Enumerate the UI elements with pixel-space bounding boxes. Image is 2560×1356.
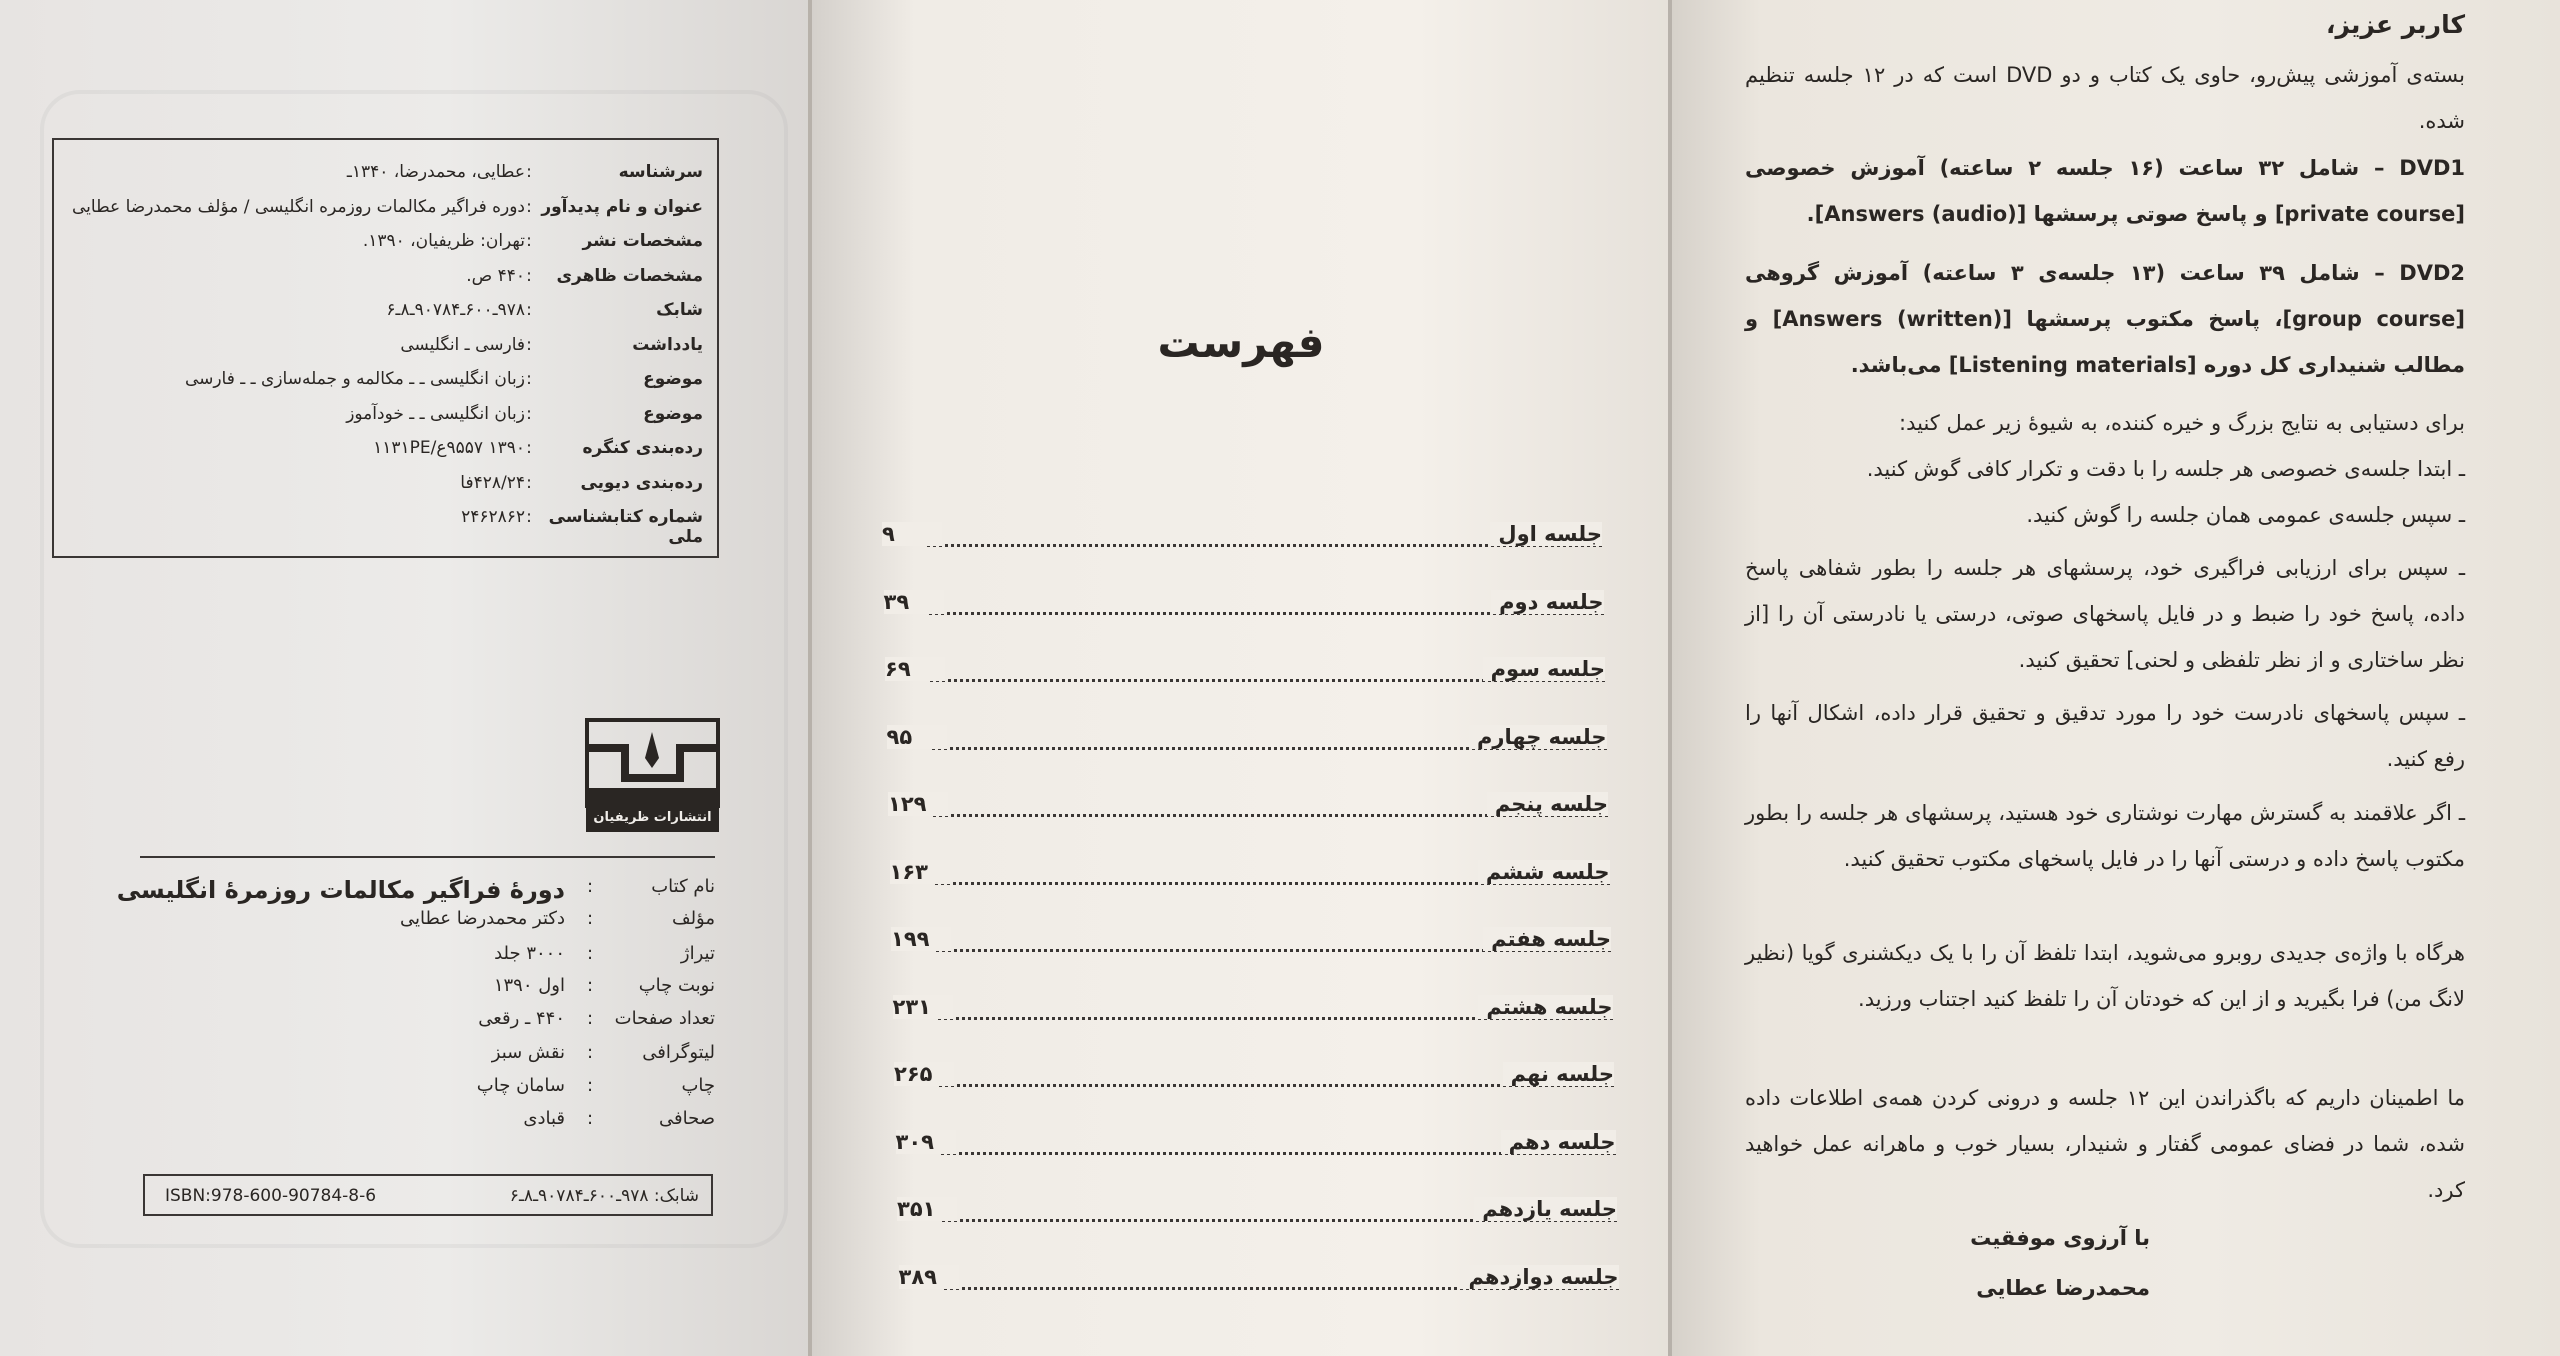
- step-3: ـ سپس برای ارزیابی فراگیری خود، پرسشهای هر جلسه را بطور شفاهی پاسخ داده، پاسخ خود را ضبط و در فایل پاسخهای صوتی، درستی یا نادرستی آن را [از نظر ساختاری و از نظر تلفظی و لحنی] تحقیق کنید.: [1745, 556, 2465, 672]
- toc-entry-label: جلسه نهم: [1503, 1062, 1614, 1086]
- book-info-value: ۳۰۰۰ جلد: [494, 943, 565, 964]
- toc-entry-page: ۹: [882, 522, 942, 546]
- book-info-key: تعداد صفحات: [614, 1008, 715, 1029]
- greeting: کاربر عزیز،: [2325, 10, 2465, 39]
- toc-entry: [894, 1062, 1614, 1102]
- isbn-latin: ISBN:978-600-90784-8-6: [165, 1186, 377, 1206]
- toc-entry-label: جلسه دوم: [1491, 590, 1603, 614]
- catalog-colon: :: [526, 403, 532, 424]
- catalog-row: [68, 369, 703, 401]
- toc-entry: [884, 590, 1604, 630]
- toc-entry-label: جلسه هشتم: [1478, 995, 1612, 1019]
- catalog-colon: :: [526, 162, 532, 182]
- catalog-row: [68, 438, 703, 470]
- book-info-key: نوبت چاپ: [638, 975, 715, 996]
- catalog-key: مشخصات نشر: [582, 231, 703, 251]
- catalog-row: [68, 335, 703, 367]
- toc-entry-label: جلسه دهم: [1501, 1130, 1616, 1154]
- book-info-key: مؤلف: [671, 908, 715, 929]
- catalog-key: موضوع: [643, 369, 703, 389]
- catalog-colon: :: [526, 334, 532, 355]
- book-info-value: دکتر محمدرضا عطایی: [400, 908, 565, 929]
- catalog-row: [68, 404, 703, 436]
- book-info-row: [120, 975, 715, 1009]
- book-info-value: ۴۴۰ ـ رقعی: [478, 1008, 565, 1029]
- catalog-value: فارسی ـ انگلیسی: [400, 334, 525, 355]
- toc-entry-page: ۲۶۵: [894, 1062, 954, 1086]
- catalog-key: یادداشت: [632, 334, 703, 355]
- book-info-colon: :: [587, 1008, 594, 1029]
- catalog-key: مشخصات ظاهری: [556, 265, 703, 286]
- isbn-persian: شابک: ۹۷۸ـ۶۰۰ـ۹۰۷۸۴ـ۸ـ۶: [509, 1186, 699, 1206]
- catalog-value: دوره فراگیر مکالمات روزمره انگلیسی / مؤلف محمدرضا عطایی: [72, 196, 525, 217]
- contents-page: [812, 0, 1670, 1356]
- catalog-value: زبان انگلیسی ـ ـ خودآموز: [346, 403, 525, 424]
- toc-entry-label: جلسه یازدهم: [1474, 1197, 1617, 1221]
- step-4: ـ سپس پاسخهای نادرست خود را مورد تدقیق و تحقیق قرار داده، اشکال آنها را رفع کنید.: [1745, 701, 2465, 771]
- step-5: ـ اگر علاقمند به گسترش مهارت نوشتاری خود هستید، پرسشهای هر جلسه را بطور مکتوب پاسخ داده و درستی آنها را در فایل پاسخهای مکتوب تحقیق کنید.: [1745, 801, 2465, 871]
- toc-entry: [896, 1130, 1616, 1170]
- book-info-row: [120, 1008, 715, 1042]
- pronunciation-note: هرگاه با واژه‌ی جدیدی روبرو می‌شوید، ابتدا تلفظ آن را با یک دیکشنری گویا (نظیر لانگ من) فرا بگیرید و از این که خودتان آن را تلفظ کنید اجتناب ورزید.: [1745, 941, 2465, 1011]
- toc-entry-page: ۳۹: [884, 590, 944, 614]
- book-info-value: اول ۱۳۹۰: [493, 975, 565, 996]
- toc-entry-label: جلسه دوازدهم: [1460, 1265, 1618, 1289]
- catalog-value: عطایی، محمدرضا، ۱۳۴۰ـ: [346, 162, 525, 182]
- dvd1-description: DVD1 – شامل ۳۲ ساعت (۱۶ جلسه ۲ ساعته) آموزش خصوصی [private course] و پاسخ صوتی پرسشها [Answers (audio)].: [1745, 156, 2466, 226]
- toc-entry-page: ۱۹۹: [891, 927, 951, 951]
- catalog-value: ۹۷۸ـ۶۰۰ـ۹۰۷۸۴ـ۸ـ۶: [386, 300, 525, 320]
- book-info-value: دورهٔ فراگیر مکالمات روزمرهٔ انگلیسی: [116, 876, 565, 904]
- toc-entry: [890, 860, 1610, 900]
- catalog-colon: :: [526, 196, 532, 217]
- toc-entry-page: ۳۸۹: [899, 1265, 959, 1289]
- book-info-value: نقش سبز: [491, 1042, 565, 1063]
- book-info-key: تیراژ: [680, 943, 715, 964]
- catalog-key: موضوع: [643, 403, 703, 424]
- toc-entry: [893, 995, 1613, 1035]
- catalog-key: شماره کتابشناسی ملی: [548, 507, 703, 547]
- catalog-colon: :: [526, 438, 532, 458]
- closing-wish: با آرزوی موفقیت: [1970, 1226, 2150, 1250]
- catalog-row: [68, 473, 703, 505]
- catalog-value: تهران: ظریفیان، ۱۳۹۰.: [362, 231, 525, 251]
- book-info-key: چاپ: [681, 1075, 715, 1096]
- intro-paragraph: بسته‌ی آموزشی پیش‌رو، حاوی یک کتاب و دو DVD است که در ۱۲ جلسه تنظیم شده.: [1745, 63, 2465, 133]
- toc-entry-label: جلسه پنجم: [1487, 792, 1608, 816]
- isbn-box: [143, 1174, 713, 1216]
- book-info-row: [120, 1042, 715, 1076]
- toc-entry-page: ۳۰۹: [896, 1130, 956, 1154]
- toc-entry-page: ۹۵: [887, 725, 947, 749]
- step-2: ـ سپس جلسه‌ی عمومی همان جلسه را گوش کنید.: [2026, 503, 2465, 527]
- method-intro: برای دستیابی به نتایج بزرگ و خیره کننده، به شیوهٔ زیر عمل کنید:: [1899, 411, 2465, 435]
- catalog-key: شابک: [656, 300, 703, 320]
- divider: [140, 856, 715, 858]
- catalog-key: رده‌بندی دیویی: [580, 472, 703, 493]
- toc-entry: [897, 1197, 1617, 1237]
- book-info-row: [120, 1075, 715, 1109]
- toc-entry-page: ۶۹: [885, 657, 945, 681]
- toc-entry: [885, 657, 1605, 697]
- catalog-colon: :: [526, 472, 532, 493]
- catalog-colon: :: [526, 231, 532, 251]
- book-info-key: لیتوگرافی: [642, 1042, 715, 1063]
- toc-entry-label: جلسه سوم: [1483, 657, 1605, 681]
- book-info-colon: :: [587, 908, 594, 929]
- toc-entry: [882, 522, 1602, 562]
- catalog-colon: :: [526, 507, 532, 527]
- book-info-colon: :: [587, 1108, 594, 1129]
- catalog-row: [68, 197, 703, 229]
- toc-entry-page: ۳۵۱: [897, 1197, 957, 1221]
- catalog-value: ۴۲۸/۲۴فا: [460, 472, 525, 493]
- toc-entry-page: ۲۳۱: [893, 995, 953, 1019]
- cataloging-box: [52, 138, 719, 558]
- catalog-row: [68, 162, 703, 194]
- book-info-colon: :: [587, 975, 594, 996]
- catalog-colon: :: [526, 300, 532, 320]
- book-info-colon: :: [587, 1042, 594, 1063]
- catalog-row: [68, 300, 703, 332]
- author-signature: محمدرضا عطایی: [1976, 1276, 2150, 1300]
- toc-entry: [887, 725, 1607, 765]
- book-info-colon: :: [587, 876, 594, 897]
- catalog-row: [68, 231, 703, 263]
- step-1: ـ ابتدا جلسه‌ی خصوصی هر جلسه را با دقت و تکرار کافی گوش کنید.: [1866, 457, 2465, 481]
- book-info-row: [120, 943, 715, 977]
- catalog-key: رده‌بندی کنگره: [582, 438, 703, 458]
- toc-entry-label: جلسه اول: [1490, 522, 1602, 546]
- copyright-page: [0, 0, 810, 1356]
- book-info-row: [116, 876, 715, 910]
- book-info-colon: :: [587, 1075, 594, 1096]
- book-info-colon: :: [587, 943, 594, 964]
- book-info-row: [120, 1108, 715, 1142]
- book-info-value: سامان چاپ: [476, 1075, 565, 1096]
- toc-entry-page: ۱۲۹: [888, 792, 948, 816]
- book-info-key: صحافی: [659, 1108, 715, 1129]
- publisher-logo-label: انتشارات ظریفیان: [586, 804, 719, 832]
- intro-page: [1672, 0, 2560, 1356]
- toc-title: فهرست: [1157, 318, 1325, 367]
- toc-entry-label: جلسه چهارم: [1469, 725, 1607, 749]
- closing-paragraph: ما اطمینان داریم که باگذراندن این ۱۲ جلسه و درونی کردن همه‌ی اطلاعات داده شده، شما در فضای عمومی گفتار و شنیدار، بسیار خوب و ماهرانه عمل خواهید کرد.: [1745, 1086, 2465, 1202]
- catalog-row: [68, 507, 703, 547]
- book-info-value: قبادی: [523, 1108, 565, 1129]
- toc-entry-label: جلسه ششم: [1478, 860, 1610, 884]
- catalog-key: عنوان و نام پدیدآور: [541, 196, 703, 217]
- toc-entry: [899, 1265, 1619, 1305]
- catalog-colon: :: [526, 369, 532, 389]
- catalog-key: سرشناسه: [618, 162, 703, 182]
- toc-entry-label: جلسه هفتم: [1483, 927, 1611, 951]
- toc-entry: [891, 927, 1611, 967]
- catalog-value: زبان انگلیسی ـ ـ مکالمه و جمله‌سازی ـ ـ فارسی: [184, 369, 525, 389]
- book-info-row: [120, 908, 715, 942]
- book-info-key: نام کتاب: [651, 876, 715, 897]
- catalog-value: ۴۴۰ ص.: [466, 265, 525, 286]
- toc-entry-page: ۱۶۳: [890, 860, 950, 884]
- dvd2-description: DVD2 – شامل ۳۹ ساعت (۱۳ جلسه‌ی ۳ ساعته) آموزش گروهی [group course]، پاسخ مکتوب پرسشها [Answers (written)] و مطالب شنیداری کل دوره [Listening materials] می‌باشد.: [1745, 261, 2465, 377]
- catalog-value: ۲۴۶۲۸۶۲: [461, 507, 525, 527]
- catalog-colon: :: [526, 265, 532, 286]
- catalog-row: [68, 266, 703, 298]
- catalog-value: ۱۳۹۰ ۹۵۵۷ع/۱۱۳۱PE: [373, 438, 525, 458]
- toc-entry: [888, 792, 1608, 832]
